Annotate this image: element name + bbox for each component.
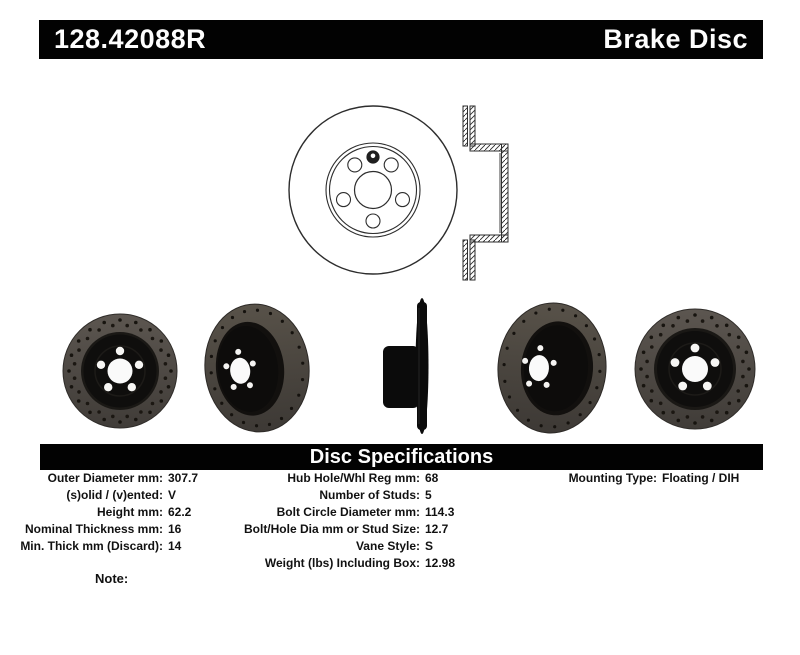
spec-row — [240, 470, 540, 487]
rotor-front-view-left — [60, 308, 180, 434]
brake-disc-cross-section-drawing — [463, 106, 508, 280]
spec-value: 14 — [168, 539, 182, 553]
spec-row — [240, 521, 540, 538]
spec-label: Weight (lbs) Including Box: — [264, 556, 420, 570]
spec-label: Hub Hole/Whl Reg mm: — [287, 471, 420, 485]
spec-value: 68 — [425, 471, 439, 485]
spec-value: 114.3 — [425, 505, 455, 519]
rotor-front-view-right — [633, 305, 757, 433]
spec-section-title: Disc Specifications — [309, 445, 494, 468]
page-title: Brake Disc — [603, 24, 748, 54]
part-number: 128.42088R — [54, 24, 207, 54]
spec-label: Mounting Type: — [568, 471, 657, 485]
spec-value: V — [168, 488, 177, 502]
spec-value: 5 — [425, 488, 432, 502]
spec-column-middle — [240, 470, 540, 572]
spec-row — [240, 504, 540, 521]
spec-label: Height mm: — [97, 505, 163, 519]
spec-label: Vane Style: — [355, 539, 420, 553]
brake-disc-front-drawing — [289, 106, 457, 274]
spec-value: Floating / DIH — [662, 471, 740, 485]
spec-label: Min. Thick mm (Discard): — [20, 539, 163, 553]
spec-value: 16 — [168, 522, 182, 536]
spec-row — [240, 487, 540, 504]
spec-section-header — [40, 444, 763, 470]
spec-value: S — [425, 539, 434, 553]
center-bore — [682, 356, 708, 382]
spec-row — [240, 555, 540, 572]
center-bore — [108, 359, 133, 384]
spec-label: Nominal Thickness mm: — [24, 522, 163, 536]
note-label: Note: — [95, 571, 129, 586]
spec-value: 12.98 — [425, 556, 456, 570]
header-bar — [39, 20, 763, 59]
spec-row — [520, 470, 780, 487]
spec-value: 307.7 — [168, 471, 199, 485]
spec-label: Number of Studs: — [319, 488, 420, 502]
spec-label: Bolt/Hole Dia mm or Stud Size: — [243, 522, 420, 536]
spec-label: (s)olid / (v)ented: — [66, 488, 163, 502]
spec-column-right — [520, 470, 780, 487]
rotor-angled-view-left — [200, 300, 314, 436]
spec-value: 12.7 — [425, 522, 449, 536]
spec-value: 62.2 — [168, 505, 192, 519]
technical-drawing — [280, 95, 520, 291]
spec-label: Outer Diameter mm: — [47, 471, 163, 485]
spec-label: Bolt Circle Diameter mm: — [276, 505, 420, 519]
rotor-side-view — [378, 296, 432, 436]
rotor-angled-view-right — [494, 300, 612, 438]
spec-row — [240, 538, 540, 555]
